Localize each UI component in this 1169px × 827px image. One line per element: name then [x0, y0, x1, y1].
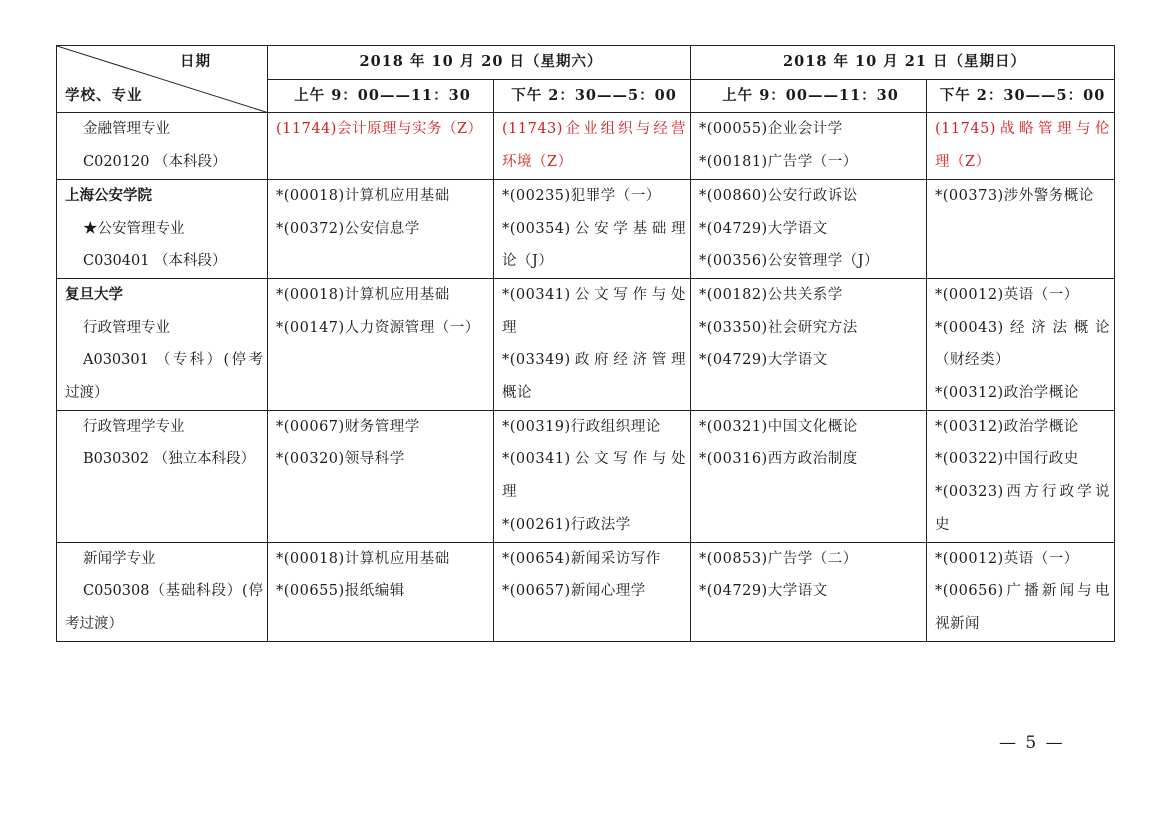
header-date-row: [57, 46, 1115, 80]
day2-am-header: 上午 9：00——11：30: [691, 79, 927, 113]
course-entry: *(00018)计算机应用基础: [276, 286, 450, 303]
school-major-line: 过渡）: [65, 385, 109, 402]
course-entry: *(00235)犯罪学（一）: [502, 187, 661, 204]
school-major-cell: [57, 410, 268, 542]
course-entry: *(00341)公文写作与处: [502, 286, 687, 303]
school-major-line: C030401 （本科段）: [83, 253, 227, 270]
day2-am-cell: [691, 410, 927, 542]
day2-am-cell: [691, 542, 927, 641]
school-major-line: 考过渡）: [65, 615, 123, 632]
course-entry: *(00655)报纸编辑: [276, 583, 405, 600]
course-entry: *(00372)公安信息学: [276, 220, 420, 237]
day1-pm-cell: [494, 179, 691, 278]
course-entry: 环境（Z）: [502, 154, 573, 171]
course-entry: 理（Z）: [935, 154, 991, 171]
course-entry: *(04729)大学语文: [699, 583, 828, 600]
school-major-line: 上海公安学院: [65, 186, 152, 204]
course-entry: *(00312)政治学概论: [935, 385, 1079, 402]
course-entry: *(00012)英语（一）: [935, 286, 1079, 303]
course-entry: *(00853)广告学（二）: [699, 550, 858, 567]
course-entry: *(04729)大学语文: [699, 220, 828, 237]
day2-pm-cell: [927, 410, 1115, 542]
day1-pm-cell: [494, 278, 691, 410]
course-entry: *(03350)社会研究方法: [699, 319, 858, 336]
course-entry: *(00320)领导科学: [276, 451, 405, 468]
school-major-cell: [57, 278, 268, 410]
table-row: [57, 410, 1115, 542]
table-row: [57, 179, 1115, 278]
course-entry: *(00147)人力资源管理（一）: [276, 319, 480, 336]
exam-schedule-table: [56, 45, 1115, 642]
school-major-line: 金融管理专业: [83, 121, 170, 138]
course-entry: *(00341)公文写作与处: [502, 451, 687, 468]
course-entry: (11745)战略管理与伦: [935, 121, 1111, 138]
course-entry: 理: [502, 484, 517, 501]
course-entry: *(00316)西方政治制度: [699, 451, 858, 468]
school-major-cell: [57, 542, 268, 641]
day2-am-cell: [691, 179, 927, 278]
course-entry: *(00373)涉外警务概论: [935, 187, 1094, 204]
course-entry: (11743)企业组织与经营: [502, 121, 687, 138]
course-entry: *(00322)中国行政史: [935, 451, 1079, 468]
course-entry: *(00654)新闻采访写作: [502, 550, 661, 567]
school-major-line: 新闻学专业: [83, 550, 156, 567]
day2-am-cell: [691, 278, 927, 410]
course-entry: *(00657)新闻心理学: [502, 583, 646, 600]
day1-am-cell: [268, 113, 494, 179]
course-entry: 理: [502, 319, 517, 336]
school-major-line: 行政管理专业: [83, 319, 170, 336]
day1-am-cell: [268, 179, 494, 278]
day1-header: 2018 年 10 月 20 日（星期六）: [268, 46, 691, 80]
day1-am-cell: [268, 542, 494, 641]
course-entry: *(00656)广播新闻与电: [935, 583, 1111, 600]
course-entry: *(00321)中国文化概论: [699, 418, 858, 435]
school-major-line: C020120 （本科段）: [83, 154, 227, 171]
school-major-line: C050308（基础科段）(停: [83, 583, 263, 600]
day1-am-cell: [268, 410, 494, 542]
course-entry: *(00323)西方行政学说: [935, 484, 1111, 501]
course-entry: *(00043)经济法概论: [935, 319, 1111, 336]
day2-pm-cell: [927, 278, 1115, 410]
course-entry: 史: [935, 516, 951, 533]
school-major-line: A030301 （专科）(停考: [83, 352, 263, 369]
course-entry: *(00312)政治学概论: [935, 418, 1079, 435]
schedule-body: [57, 113, 1115, 641]
day1-am-cell: [268, 278, 494, 410]
course-entry: *(00356)公安管理学（J）: [699, 253, 880, 270]
course-entry: 论（J）: [502, 253, 554, 270]
school-major-line: 复旦大学: [65, 285, 123, 303]
course-entry: *(00018)计算机应用基础: [276, 550, 450, 567]
diagonal-header-cell: [57, 46, 268, 113]
day1-pm-cell: [494, 542, 691, 641]
table-row: [57, 542, 1115, 641]
school-major-line: B030302 （独立本科段）: [83, 451, 256, 468]
page-number: — 5 —: [999, 733, 1065, 753]
diagonal-date-label: 日期: [180, 53, 211, 70]
course-entry: *(00319)行政组织理论: [502, 418, 661, 435]
course-entry: *(00181)广告学（一）: [699, 154, 858, 171]
school-major-line: 行政管理学专业: [83, 418, 185, 435]
school-major-cell: [57, 113, 268, 179]
course-entry: *(00067)财务管理学: [276, 418, 420, 435]
school-major-cell: [57, 179, 268, 278]
course-entry: *(00261)行政法学: [502, 516, 631, 533]
course-entry: 视新闻: [935, 615, 981, 632]
day2-pm-cell: [927, 542, 1115, 641]
course-entry: *(00354)公安学基础理: [502, 220, 687, 237]
table-row: [57, 113, 1115, 179]
course-entry: *(04729)大学语文: [699, 352, 828, 369]
course-entry: *(03349)政府经济管理: [502, 352, 687, 369]
day1-am-header: 上午 9：00——11：30: [268, 79, 494, 113]
school-major-line: ★公安管理专业: [83, 220, 185, 237]
day2-pm-cell: [927, 179, 1115, 278]
day1-pm-cell: [494, 410, 691, 542]
course-entry: 概论: [502, 385, 532, 402]
day2-am-cell: [691, 113, 927, 179]
day2-pm-header: 下午 2：30——5：00: [927, 79, 1115, 113]
exam-schedule-sheet: [56, 45, 1114, 642]
course-entry: (11744)会计原理与实务（Z）: [276, 121, 483, 138]
course-entry: *(00012)英语（一）: [935, 550, 1079, 567]
day1-pm-header: 下午 2：30——5：00: [494, 79, 691, 113]
day2-header: 2018 年 10 月 21 日（星期日）: [691, 46, 1115, 80]
course-entry: *(00860)公安行政诉讼: [699, 187, 858, 204]
day1-pm-cell: [494, 113, 691, 179]
day2-pm-cell: [927, 113, 1115, 179]
table-row: [57, 278, 1115, 410]
diagonal-school-label: 学校、专业: [65, 87, 143, 105]
course-entry: *(00182)公共关系学: [699, 286, 843, 303]
course-entry: *(00018)计算机应用基础: [276, 187, 450, 204]
course-entry: *(00055)企业会计学: [699, 121, 843, 138]
course-entry: （财经类）: [935, 352, 1011, 369]
